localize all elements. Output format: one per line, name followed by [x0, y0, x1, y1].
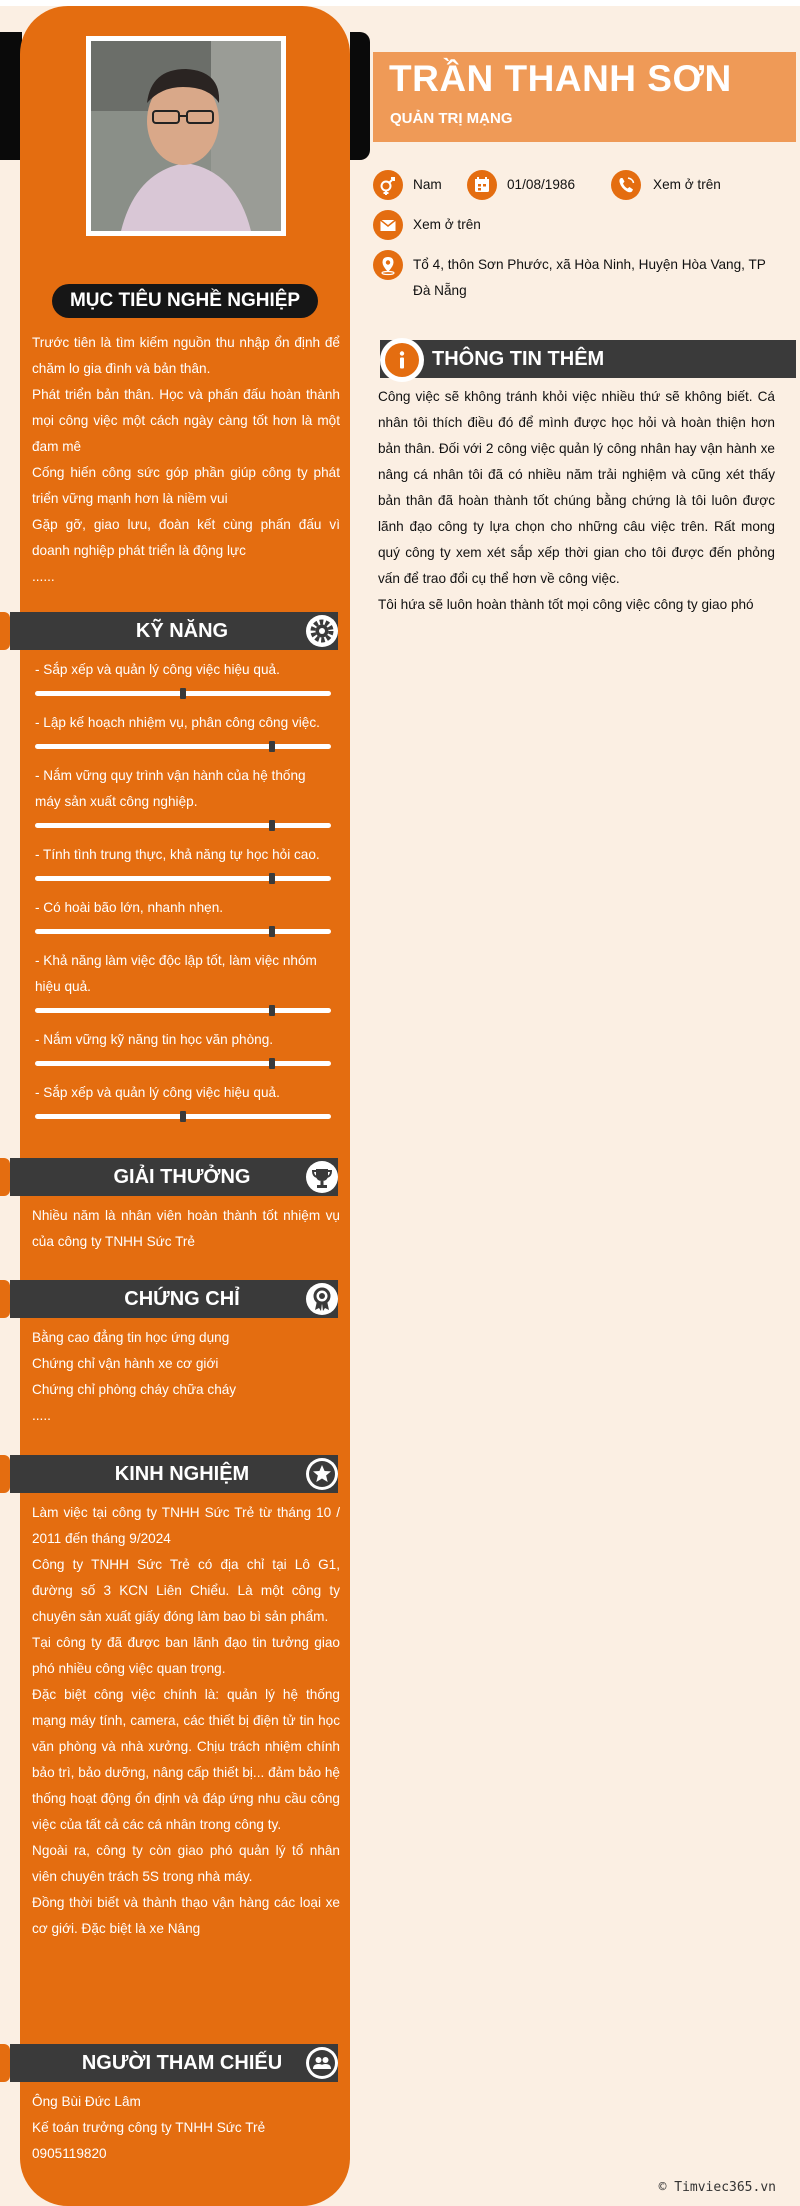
skill-label: - Lập kế hoạch nhiệm vụ, phân công công việc. — [35, 715, 320, 730]
objective-line: Cống hiến công sức góp phần giúp công ty phát triển vững mạnh hơn là niềm vui — [32, 465, 340, 506]
address-value: Tổ 4, thôn Sơn Phước, xã Hòa Ninh, Huyện Hòa Vang, TP Đà Nẵng — [413, 257, 766, 298]
skill-bar — [35, 1061, 331, 1066]
info-paragraph: Công việc sẽ không tránh khỏi việc nhiều thứ sẽ không biết. Cá nhân tôi thích điều đó để mình được học hỏi và hoàn thiện hơn bản thân. Đối với 2 công việc quản lý công nhân hay vận hành xe nâng cá nhân tôi đã có nhiều năm trải nghiệm và cũng xét thấy bản thân đã hoàn thành tốt chúng bằng chứng là tôi luôn được lãnh đạo công ty lựa chọn cho những câu việc trên. Rất mong quý công ty xem xét sắp xếp thời gian cho tôi được đến phỏng vấn để trao đổi cụ thể hơn về công việc. — [378, 389, 775, 586]
watermark: © Timviec365.vn — [658, 2180, 776, 2195]
skill-level-marker — [180, 1111, 186, 1122]
skill-bar — [35, 876, 331, 881]
name-header — [373, 52, 796, 142]
candidate-name: TRẦN THANH SƠN — [389, 58, 732, 99]
info-icon — [385, 343, 419, 377]
calendar-icon — [467, 170, 497, 200]
email-value: Xem ở trên — [413, 217, 481, 232]
objective-line: ...... — [32, 569, 55, 584]
section-tab — [0, 612, 10, 650]
skill-label: - Khả năng làm việc độc lập tốt, làm việc nhóm hiệu quả. — [35, 953, 317, 994]
certificate-line: Chứng chỉ vận hành xe cơ giới — [32, 1356, 219, 1371]
skill-item — [35, 1027, 335, 1053]
certificate-line: ..... — [32, 1408, 51, 1423]
experience-title: KINH NGHIỆM — [114, 1463, 250, 1485]
medal-icon — [306, 1283, 338, 1315]
gender-value: Nam — [413, 177, 442, 192]
skill-bar — [35, 823, 331, 828]
objective-line: Phát triển bản thân. Học và phấn đấu hoàn thành mọi công việc một cách ngày càng tốt hơn là một đam mê — [32, 387, 340, 454]
skill-item — [35, 842, 335, 868]
section-tab — [0, 1158, 10, 1196]
location-icon — [373, 250, 403, 280]
skill-level-marker — [269, 873, 275, 884]
experience-line: Công ty TNHH Sức Trẻ có địa chỉ tại Lô G1, đường số 3 KCN Liên Chiểu. Là một công ty chuyên sản xuất giấy đóng làm bao bì sản phẩm. — [32, 1557, 340, 1624]
experience-line: Ngoài ra, công ty còn giao phó quản lý tổ nhân viên chuyên trách 5S trong nhà máy. — [32, 1843, 340, 1884]
additional-info-header — [380, 340, 796, 378]
experience-text — [32, 1500, 340, 1942]
award-line: Nhiều năm là nhân viên hoàn thành tốt nhiệm vụ của công ty TNHH Sức Trẻ — [32, 1208, 340, 1249]
skill-label: - Tính tình trung thực, khả năng tự học hỏi cao. — [35, 847, 320, 862]
experience-line: Tại công ty đã được ban lãnh đạo tin tưởng giao phó nhiều công việc quan trọng. — [32, 1635, 340, 1676]
skill-item — [35, 763, 335, 815]
awards-title: GIẢI THƯỞNG — [113, 1166, 251, 1188]
certificates-header — [10, 1280, 338, 1318]
star-icon — [306, 1458, 338, 1490]
references-title: NGƯỜI THAM CHIẾU — [81, 2052, 283, 2074]
certificates-text — [32, 1325, 340, 1429]
skill-item — [35, 710, 335, 736]
skill-bar — [35, 744, 331, 749]
experience-line: Làm việc tại công ty TNHH Sức Trẻ từ tháng 10 / 2011 đến tháng 9/2024 — [32, 1505, 340, 1546]
certificates-title: CHỨNG CHỈ — [124, 1288, 240, 1310]
skill-label: - Nắm vững quy trình vận hành của hệ thống máy sản xuất công nghiệp. — [35, 768, 306, 809]
skill-bar — [35, 1008, 331, 1013]
awards-text — [32, 1203, 340, 1255]
people-icon — [306, 2047, 338, 2079]
section-tab — [0, 1280, 10, 1318]
job-title: QUẢN TRỊ MẠNG — [390, 110, 513, 127]
additional-info-text — [378, 384, 775, 618]
skill-item — [35, 1080, 335, 1106]
skill-item — [35, 895, 335, 921]
skill-bar — [35, 929, 331, 934]
skill-item — [35, 948, 335, 1000]
career-objective-title: MỤC TIÊU NGHỀ NGHIỆP — [52, 284, 318, 318]
skill-item — [35, 657, 335, 683]
reference-line: Kế toán trưởng công ty TNHH Sức Trẻ — [32, 2120, 266, 2135]
info-icon-wrap — [380, 338, 424, 382]
skill-label: - Nắm vững kỹ năng tin học văn phòng. — [35, 1032, 274, 1047]
info-paragraph: Tôi hứa sẽ luôn hoàn thành tốt mọi công việc công ty giao phó — [378, 597, 754, 612]
additional-info-title: THÔNG TIN THÊM — [432, 348, 605, 370]
career-objective-text — [32, 330, 340, 590]
skill-level-marker — [269, 1005, 275, 1016]
phone-value: Xem ở trên — [653, 177, 721, 192]
experience-line: Đồng thời biết và thành thạo vận hàng các loại xe cơ giới. Đặc biệt là xe Nâng — [32, 1895, 340, 1936]
gear-icon — [306, 615, 338, 647]
skill-label: - Sắp xếp và quản lý công việc hiệu quả. — [35, 1085, 280, 1100]
references-header — [10, 2044, 338, 2082]
decor-strip-right — [350, 32, 370, 160]
references-text — [32, 2089, 340, 2167]
skill-level-marker — [269, 926, 275, 937]
skill-label: - Có hoài bão lớn, nhanh nhẹn. — [35, 900, 224, 915]
skill-level-marker — [180, 688, 186, 699]
email-icon — [373, 210, 403, 240]
skills-header — [10, 612, 338, 650]
reference-line: Ông Bùi Đức Lâm — [32, 2094, 141, 2109]
skill-level-marker — [269, 820, 275, 831]
decor-strip-left — [0, 32, 22, 160]
phone-icon — [611, 170, 641, 200]
experience-line: Đặc biệt công việc chính là: quản lý hệ thống mạng máy tính, camera, các thiết bị điện tử tin học văn phòng và nhà xưởng. Chịu trách nhiệm chính bảo trì, bảo dưỡng, nâng cấp thiết bị... đảm bảo hệ thống hoạt động ổn định và đáp ứng nhu cầu công việc của tất cả các cá nhân trong công ty. — [32, 1687, 340, 1832]
experience-header — [10, 1455, 338, 1493]
section-tab — [0, 1455, 10, 1493]
skill-bar — [35, 691, 331, 696]
skill-label: - Sắp xếp và quản lý công việc hiệu quả. — [35, 662, 280, 677]
certificate-line: Chứng chỉ phòng cháy chữa cháy — [32, 1382, 237, 1397]
awards-header — [10, 1158, 338, 1196]
profile-photo — [86, 36, 286, 236]
avatar — [91, 41, 281, 231]
birthdate-value: 01/08/1986 — [507, 177, 576, 192]
skills-title: KỸ NĂNG — [135, 620, 229, 642]
skill-level-marker — [269, 1058, 275, 1069]
certificate-line: Bằng cao đẳng tin học ứng dụng — [32, 1330, 230, 1345]
objective-line: Trước tiên là tìm kiếm nguồn thu nhập ổn định để chăm lo gia đình và bản thân. — [32, 335, 340, 376]
skill-level-marker — [269, 741, 275, 752]
skill-bar — [35, 1114, 331, 1119]
trophy-icon — [306, 1161, 338, 1193]
objective-line: Gặp gỡ, giao lưu, đoàn kết cùng phấn đấu vì doanh nghiệp phát triển là động lực — [32, 517, 340, 558]
section-tab — [0, 2044, 10, 2082]
gender-icon — [373, 170, 403, 200]
reference-line: 0905119820 — [32, 2146, 107, 2161]
